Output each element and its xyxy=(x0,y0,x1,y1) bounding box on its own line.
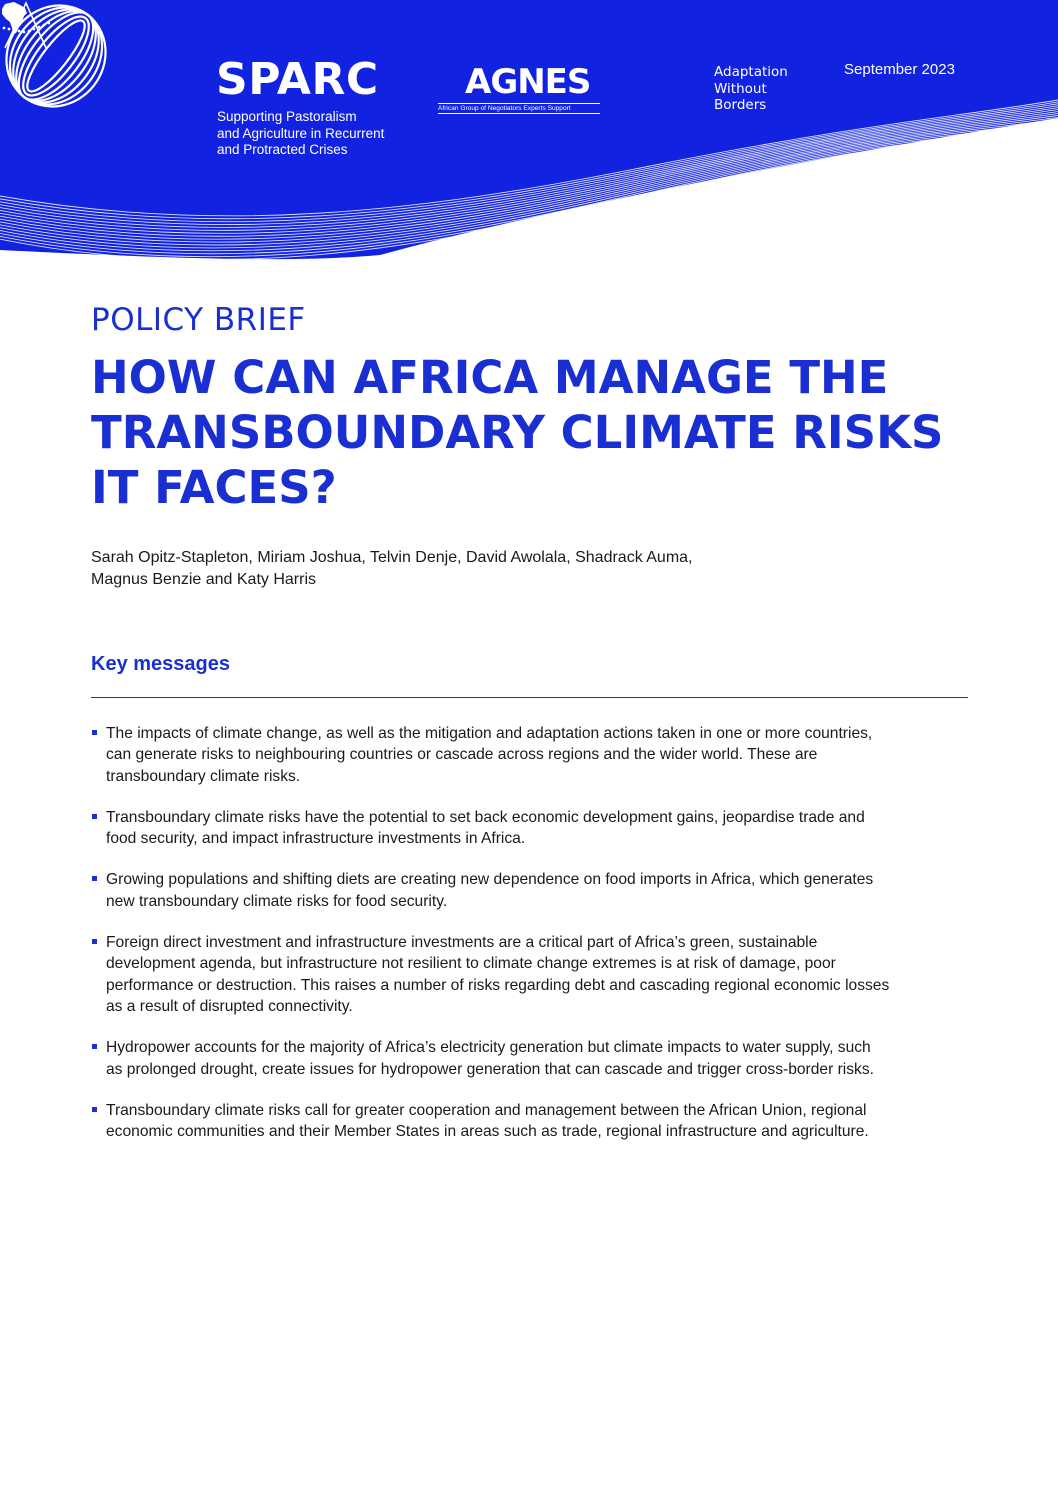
key-messages-list xyxy=(91,723,968,1162)
authors: Sarah Opitz-Stapleton, Miriam Joshua, Telvin Denje, David Awolala, Shadrack Auma, Magnus Benzie and Katy Harris xyxy=(91,549,693,588)
key-message-item: Hydropower accounts for the majority of Africa’s electricity generation but climate impacts to water supply, such as prolonged drought, create issues for hydropower generation that can cascade and trigger cross-border risks. xyxy=(91,1037,968,1080)
key-message-item: Growing populations and shifting diets are creating new dependence on food imports in Africa, which generates new transboundary climate risks for food security. xyxy=(91,869,968,912)
page-title: HOW CAN AFRICA MANAGE THE TRANSBOUNDARY CLIMATE RISKS IT FACES? xyxy=(91,351,944,514)
awb-triangle-logo xyxy=(0,0,50,52)
publication-date: September 2023 xyxy=(844,61,955,78)
bullet-square-icon xyxy=(92,814,97,819)
awb-logo-text: Adaptation Without Borders xyxy=(714,64,788,113)
agnes-logo-name: AGNES xyxy=(465,62,591,102)
bullet-square-icon xyxy=(92,730,97,735)
key-messages-heading: Key messages xyxy=(91,653,230,675)
bullet-square-icon xyxy=(92,939,97,944)
bullet-square-icon xyxy=(92,1107,97,1112)
sparc-tagline: Supporting Pastoralism and Agriculture in Recurrent and Protracted Crises xyxy=(217,109,385,157)
document-type-label: POLICY BRIEF xyxy=(91,302,306,338)
key-message-item: Transboundary climate risks have the potential to set back economic development gains, jeopardise trade and food security, and impact infrastructure investments in Africa. xyxy=(91,807,968,850)
header-banner xyxy=(0,0,1058,262)
key-message-item: Foreign direct investment and infrastructure investments are a critical part of Africa’s green, sustainable development agenda, but infrastructure not resilient to climate change extremes is at risk of damage, poor performance or destruction. This raises a number of risks regarding debt and cascading regional economic losses as a result of disrupted connectivity. xyxy=(91,932,968,1017)
key-message-item: Transboundary climate risks call for greater cooperation and management between the African Union, regional economic communities and their Member States in areas such as trade, regional infrastructure and agriculture. xyxy=(91,1100,968,1143)
key-messages-divider xyxy=(91,697,968,698)
agnes-subtitle: African Group of Negotiators Experts Support xyxy=(438,103,600,114)
key-message-item: The impacts of climate change, as well as the mitigation and adaptation actions taken in one or more countries, can generate risks to neighbouring countries or cascade across regions and the wider world. These are transboundary climate risks. xyxy=(91,723,968,787)
bullet-square-icon xyxy=(92,876,97,881)
header-wave-background xyxy=(0,0,1058,262)
bullet-square-icon xyxy=(92,1044,97,1049)
sparc-logo-name: SPARC xyxy=(216,54,379,105)
